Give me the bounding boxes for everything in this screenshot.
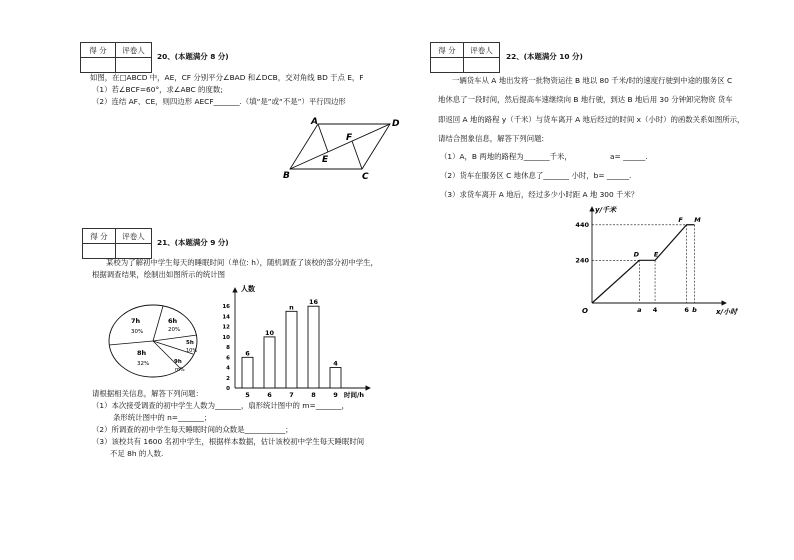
line-xtick-label: b	[692, 306, 697, 314]
q22-title: 22、(本题满分 10 分)	[506, 52, 583, 61]
bar-ylabel: 人数	[241, 285, 255, 293]
score-cell[interactable]	[83, 244, 116, 259]
line-point-label: E	[653, 250, 659, 259]
q21-part1: （1）本次接受调查的初中学生人数为_______，扇形统计图中的 m=_______，	[92, 401, 349, 410]
bar-ytick-label: 4	[226, 365, 230, 372]
pie-pct-5h: 10%	[186, 348, 198, 354]
bar-xtick-label: 7	[289, 391, 294, 399]
line-point-label: F	[678, 215, 683, 224]
q21-line1: 某校为了解初中学生每天的睡眠时间（单位: h），随机调查了该校的部分初中学生，	[106, 258, 378, 267]
bar-6h	[264, 337, 275, 388]
q21-line2: 根据调查结果，绘制出如图所示的统计图	[92, 270, 226, 279]
pie-pct-9h: m%	[175, 367, 185, 373]
q22-line4: 请结合图象信息，解答下列问题:	[438, 134, 544, 143]
line-point-label: M	[694, 215, 701, 224]
q20-part1: （1）若∠BCF=60°，求∠ABC 的度数;	[92, 85, 223, 94]
score-header: 得 分	[81, 43, 116, 58]
line-series-y	[592, 225, 694, 303]
bar-ytick-label: 0	[226, 386, 230, 392]
bar-xtick-label: 6	[267, 391, 272, 399]
bar-data-label: 16	[308, 298, 319, 307]
q22-part1b: a= ______.	[610, 152, 648, 161]
q21-part3b: 不足 8h 的人数.	[110, 449, 164, 458]
bar-xtick-label: 8	[311, 391, 316, 399]
score-table-20	[80, 42, 152, 73]
bar-data-label: 10	[264, 328, 275, 337]
grader-cell[interactable]	[116, 58, 152, 73]
parallelogram-figure	[280, 112, 410, 182]
bar-ytick-label: 10	[222, 334, 230, 341]
pie-label-5h: 5h	[186, 340, 194, 346]
bar-chart	[212, 284, 372, 400]
q22-line3: 即返回 A 地的路程 y（千米）与货车离开 A 地后经过的时间 x（小时）的函数关系如图所示，	[438, 115, 745, 124]
bar-ytick-label: 2	[226, 375, 230, 382]
bar-xtick-label: 9	[333, 391, 338, 399]
line-xtick-label: 4	[652, 306, 658, 314]
pie-label-6h: 6h	[168, 317, 178, 325]
label-a: A	[311, 117, 318, 127]
line-ytick-label: 440	[575, 220, 589, 229]
q21-part1b: 条形统计图中的 n=_______；	[113, 413, 212, 422]
line-ytick-label: 240	[575, 256, 589, 265]
bar-data-label: n	[289, 303, 294, 312]
label-f: F	[346, 133, 353, 143]
bar-xtick-label: 5	[245, 391, 250, 399]
bar-ytick-label: 6	[226, 355, 230, 362]
q21-part3: （3）该校共有 1600 名初中学生，根据样本数据，估计该校初中学生每天睡眠时间	[92, 437, 365, 446]
bar-ytick-label: 14	[222, 314, 230, 321]
diagonal-bd	[290, 124, 390, 169]
label-b: B	[283, 171, 290, 181]
label-e: E	[322, 155, 329, 165]
bisector-cf	[352, 141, 362, 169]
line-ylabel: y/千米	[595, 206, 617, 214]
bar-xlabel: 时间/h	[344, 391, 365, 399]
label-d: D	[392, 119, 400, 129]
bar-ytick-label: 12	[222, 324, 230, 331]
score-table-22	[430, 42, 500, 73]
grader-header: 评卷人	[116, 43, 152, 58]
line-xlabel: x/小时	[716, 308, 738, 316]
score-cell[interactable]	[81, 58, 116, 73]
score-table-21	[82, 228, 152, 259]
bar-ytick-label: 16	[222, 304, 230, 311]
bar-8h	[308, 306, 319, 388]
bar-data-label: 4	[333, 359, 338, 368]
bar-data-label: 6	[245, 349, 250, 358]
bar-ytick-label: 8	[226, 345, 230, 352]
q21-ask: 请根据相关信息，解答下列问题：	[92, 389, 203, 398]
bar-7h	[286, 311, 297, 388]
grader-header: 评卷人	[116, 229, 152, 244]
line-xtick-label: a	[637, 306, 642, 314]
bisector-ae	[318, 124, 328, 152]
pie-chart	[105, 300, 211, 382]
q22-line2: 地休息了一段时间，然后提高车速继续向 B 地行驶，到达 B 地后用 30 分钟卸完物资 货车	[438, 95, 733, 104]
grader-header: 评卷人	[464, 43, 500, 58]
q20-line1: 如图，在□ABCD 中，AE，CF 分别平分∠BAD 和∠DCB，交对角线 BD 于点 E，F	[90, 73, 364, 82]
pie-pct-6h: 20%	[168, 327, 181, 333]
q20-part2: （2）连结 AF、CE，则四边形 AECF_______.（填“是”或“不是”）平行四边形	[92, 97, 346, 106]
pie-label-8h: 8h	[137, 349, 147, 357]
q22-part1: （1）A，B 两地的路程为_______千米，	[440, 152, 572, 161]
pie-pct-7h: 30%	[131, 329, 144, 335]
line-graph	[575, 203, 778, 320]
q20-title: 20、(本题满分 8 分)	[157, 52, 229, 61]
pie-pct-8h: 32%	[137, 361, 150, 367]
q21-title: 21、(本题满分 9 分)	[157, 238, 229, 247]
q22-part2: （2）货车在服务区 C 地休息了_______ 小时，b= ______.	[440, 171, 632, 180]
q22-part3: （3）求货车离开 A 地后，经过多少小时距 A 地 300 千米？	[440, 190, 639, 199]
line-origin: O	[582, 307, 588, 315]
pie-label-9h: 9h	[174, 359, 182, 365]
score-header: 得 分	[431, 43, 464, 58]
q22-line1: 一辆货车从 A 地出发将一批物资运往 B 地以 80 千米/时的速度行驶到中途的服务区 C	[452, 76, 733, 85]
pie-label-7h: 7h	[131, 317, 141, 325]
bar-9h	[330, 368, 341, 388]
score-cell[interactable]	[431, 58, 464, 73]
grader-cell[interactable]	[464, 58, 500, 73]
q21-part2: （2）所调查的初中学生每天睡眠时间的众数是___________；	[92, 425, 293, 434]
line-point-label: D	[633, 250, 639, 259]
bar-5h	[242, 357, 253, 388]
label-c: C	[362, 172, 369, 182]
grader-cell[interactable]	[116, 244, 152, 259]
line-xtick-label: 6	[684, 306, 689, 314]
score-header: 得 分	[83, 229, 116, 244]
